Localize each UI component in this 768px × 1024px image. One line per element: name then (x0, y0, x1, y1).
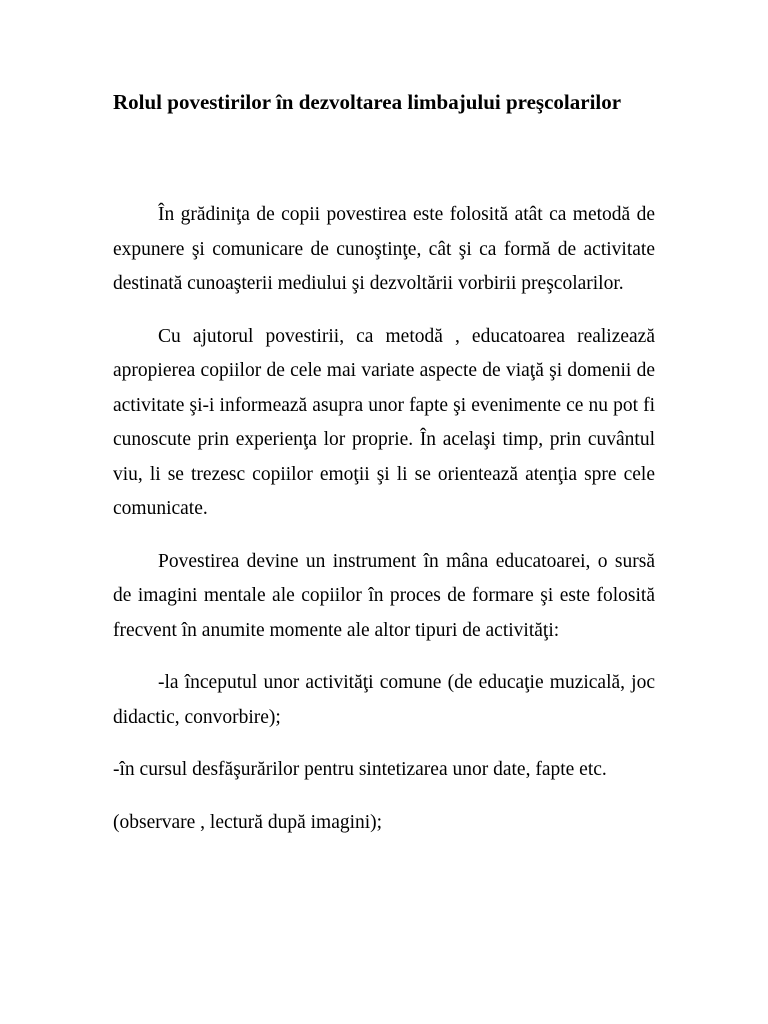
list-item-start-activities: -la începutul unor activităţi comune (de educaţie muzicală, joc didactic, convorbire); (113, 672, 655, 728)
paragraph-instrument: Povestirea devine un instrument în mâna educatoarei, o sursă de imagini mentale ale copiilor în proces de formare şi este folosită frecvent în anumite momente ale altor tipuri de activităţi: (113, 550, 655, 641)
document-body (113, 198, 655, 858)
document-title: Rolul povestirilor în dezvoltarea limbajului preşcolarilor (113, 90, 622, 114)
paragraph-method: Cu ajutorul povestirii, ca metodă , educatoarea realizează apropierea copiilor de cele mai variate aspecte de viaţă şi domenii de activitate şi-i informează asupra unor fapte şi evenimente ce nu pot fi cunoscute prin experienţa lor proprie. În acelaşi timp, prin cuvântul viu, li se trezesc copiilor emoţii şi li se orientează atenţia spre cele comunicate. (113, 325, 655, 519)
paragraph-intro: În grădiniţa de copii povestirea este folosită atât ca metodă de expunere şi comunicare de cunoştinţe, cât şi ca formă de activitate destinată cunoaşterii mediului şi dezvoltării vorbirii preşcolarilor. (113, 204, 655, 294)
list-item-observation: (observare , lectură după imagini); (113, 811, 383, 833)
list-item-during-activities: -în cursul desfăşurărilor pentru sintetizarea unor date, fapte etc. (113, 759, 607, 780)
